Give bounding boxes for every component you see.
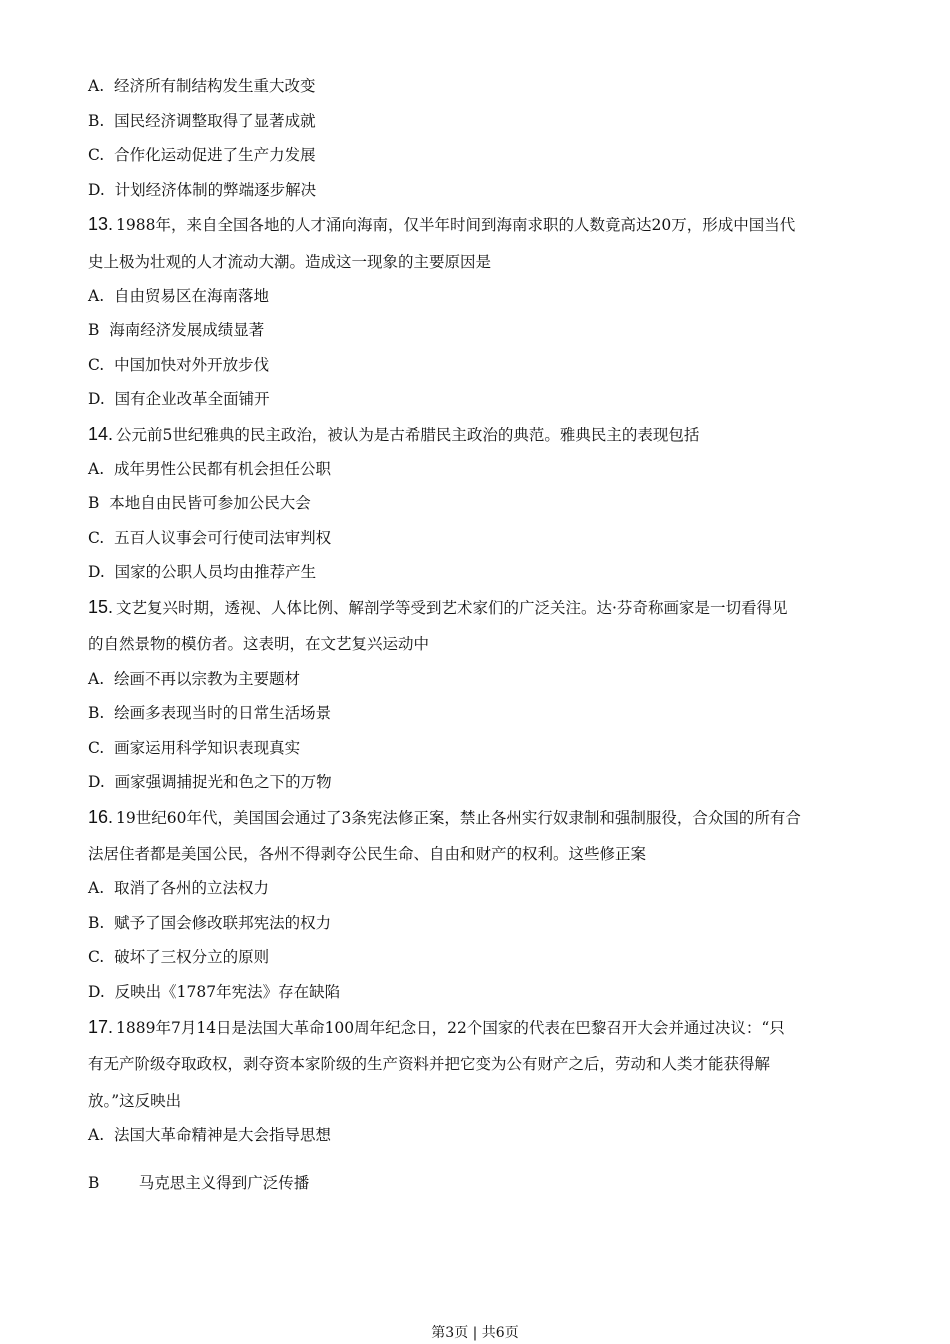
- stem-line: 公元前5世纪雅典的民主政治，被认为是古希腊民主政治的典范。雅典民主的表现包括: [116, 426, 700, 444]
- option-d: D. 国家的公职人员均由推荐产生: [88, 563, 317, 581]
- question-stem: [88, 214, 795, 235]
- page-footer: 第3页 | 共6页: [431, 1325, 519, 1341]
- question-number: 16.: [88, 807, 114, 827]
- question-number: 14.: [88, 424, 114, 444]
- option-a: A. 绘画不再以宗教为主要题材: [88, 670, 300, 688]
- stem-line: 1988年，来自全国各地的人才涌向海南，仅半年时间到海南求职的人数竟高达20万，形成中国当代: [116, 216, 796, 234]
- stem-line: 放。”这反映出: [88, 1092, 182, 1110]
- stem-line: 19世纪60年代，美国国会通过了3条宪法修正案，禁止各州实行奴隶制和强制服役，合众国的所有合: [116, 809, 801, 827]
- question-stem: [88, 807, 801, 828]
- option-b: B. 国民经济调整取得了显著成就: [88, 112, 316, 130]
- question-stem: [88, 1017, 785, 1038]
- option-c: C. 合作化运动促进了生产力发展: [88, 146, 316, 164]
- option-d: D. 画家强调捕捉光和色之下的万物: [88, 773, 332, 791]
- option-d: D. 计划经济体制的弊端逐步解决: [88, 181, 317, 199]
- option-c: C. 五百人议事会可行使司法审判权: [88, 529, 332, 547]
- stem-line: 有无产阶级夺取政权，剥夺资本家阶级的生产资料并把它变为公有财产之后，劳动和人类才能获得解: [88, 1055, 771, 1073]
- question-stem: [88, 424, 699, 445]
- option-b: B 本地自由民皆可参加公民大会: [88, 494, 311, 512]
- stem-line: 1889年7月14日是法国大革命100周年纪念日，22个国家的代表在巴黎召开大会并通过决议：“只: [116, 1019, 785, 1037]
- question-number: 15.: [88, 597, 114, 617]
- option-d: D. 国有企业改革全面铺开: [88, 390, 270, 408]
- option-d: D. 反映出《1787年宪法》存在缺陷: [88, 983, 341, 1001]
- option-b: B. 绘画多表现当时的日常生活场景: [88, 704, 332, 722]
- option-c: C. 中国加快对外开放步伐: [88, 356, 270, 374]
- option-b: B. 赋予了国会修改联邦宪法的权力: [88, 914, 332, 932]
- stem-line: 法居住者都是美国公民，各州不得剥夺公民生命、自由和财产的权利。这些修正案: [88, 845, 647, 863]
- stem-line: 文艺复兴时期，透视、人体比例、解剖学等受到艺术家们的广泛关注。达·芬奇称画家是一切看得见: [116, 599, 788, 617]
- stem-line: 史上极为壮观的人才流动大潮。造成这一现象的主要原因是: [88, 253, 492, 271]
- stem-line: 的自然景物的模仿者。这表明，在文艺复兴运动中: [88, 635, 430, 653]
- option-a: A. 成年男性公民都有机会担任公职: [88, 460, 331, 478]
- option-a: A. 取消了各州的立法权力: [88, 879, 269, 897]
- option-a: A. 法国大革命精神是大会指导思想: [88, 1126, 331, 1144]
- option-c: C. 画家运用科学知识表现真实: [88, 739, 301, 757]
- question-stem: [88, 597, 787, 618]
- option-a: A. 自由贸易区在海南落地: [88, 287, 269, 305]
- option-c: C. 破坏了三权分立的原则: [88, 948, 270, 966]
- question-number: 13.: [88, 214, 114, 234]
- question-number: 17.: [88, 1017, 114, 1037]
- option-b: B 海南经济发展成绩显著: [88, 321, 265, 339]
- option-b: B 马克思主义得到广泛传播: [88, 1174, 310, 1192]
- option-a: A. 经济所有制结构发生重大改变: [88, 77, 316, 95]
